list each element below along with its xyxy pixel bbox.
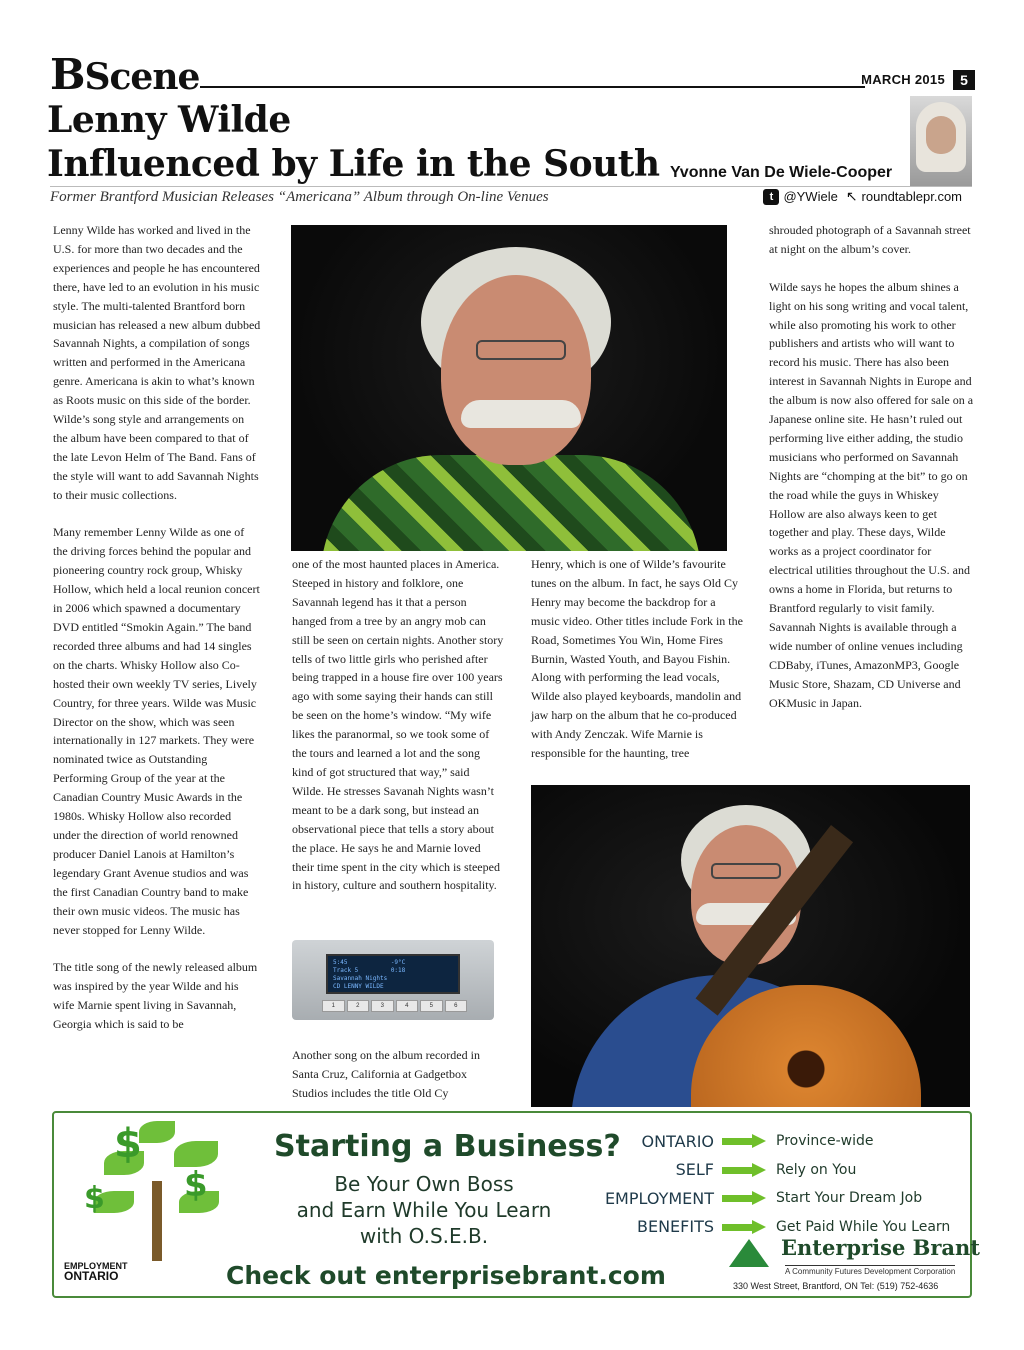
bscene-logo: BScene bbox=[50, 50, 200, 99]
article-column-4 bbox=[769, 221, 974, 731]
article-column-3: Henry, which is one of Wilde’s favourite tunes on the album. In fact, he says Old Cy Henry may become the backdrop for a music video. Other titles include Fork in the Road, Sometimes You Win, Home Fires Burnin, Wasted Youth, and Bayou Fishin. Along with performing the lead vocals, Wilde also played keyboards, mandolin and jaw harp on the album that he co-produced with Andy Zenczak. Wife Marnie is responsible for the haunting, tree bbox=[531, 557, 743, 761]
ad-subheadline: Be Your Own Boss and Earn While You Learn with O.S.E.B. bbox=[296, 1172, 552, 1248]
twitter-handle[interactable]: @YWiele bbox=[783, 189, 838, 204]
article-subhead: Former Brantford Musician Releases “Americana” Album through On-line Venues bbox=[50, 189, 549, 205]
author-photo bbox=[910, 96, 972, 186]
triangle-logo-icon bbox=[729, 1239, 769, 1269]
masthead bbox=[50, 50, 975, 99]
list-item: ONTARIO Province-wide bbox=[641, 1131, 874, 1151]
lenny-wilde-portrait-photo bbox=[291, 225, 727, 551]
car-stereo-photo bbox=[292, 940, 494, 1020]
article-headline: Lenny Wilde Influenced by Life in the South bbox=[47, 99, 660, 185]
list-item: BENEFITS Get Paid While You Learn bbox=[636, 1217, 951, 1237]
issue-date: MARCH 2015 bbox=[861, 72, 945, 87]
paragraph: Lenny Wilde has worked and lived in the U.S. for more than two decades and the experiences and people he has encountered there, have led to an evolution in his music style. The multi-talented Brantford born musician has released a new album dubbed Savannah Nights, a compilation of songs written and performed in the Americana genre. Americana is akin to what’s known as Roots music on this side of the border. Wilde’s song style and arrangements on the album have been compared to that of the late Levon Helm of The Band. Fans of the style will want to add Savannah Nights to their music collections. bbox=[53, 223, 261, 502]
article-column-2-continued: Another song on the album recorded in Santa Cruz, California at Gadgetbox Studios includes the title Old Cy bbox=[292, 1048, 480, 1100]
list-item: EMPLOYMENT Start Your Dream Job bbox=[604, 1188, 923, 1208]
list-item: SELF Rely on You bbox=[675, 1160, 857, 1180]
employment-ontario-logo: EMPLOYMENT ONTARIO bbox=[64, 1261, 128, 1283]
paragraph: shrouded photograph of a Savannah street at night on the album’s cover. bbox=[769, 223, 971, 256]
article-column-2: one of the most haunted places in America. Steeped in history and folklore, one Savannah legend has it that a person hanged from a tree by an angry mob can still be seen on certain nights. Another story tells of two little girls who perished after being trapped in a house fire over 100 years ago with some saying their hands can still be seen on the home’s window. “My wife likes the paranormal, so we took some of the tours and learned a lot and the song kind of got structured that way,” said Wilde. He stresses Savanah Nights wasn’t meant to be a dark song, but instead an observational piece that tells a story about the place. He says he and Marnie loved their time spent in the city which is steeped in history, culture and southern hospitality. bbox=[292, 557, 504, 893]
arrow-right-icon bbox=[722, 1221, 768, 1233]
page-number: 5 bbox=[953, 70, 975, 90]
author-name: Yvonne Van De Wiele-Cooper bbox=[670, 164, 893, 181]
paragraph: Wilde says he hopes the album shines a light on his song writing and vocal talent, while also promoting his work to other publishers and artists who will want to record his music. There has also been interest in Savannah Nights in Europe and the album is now also offered for sale on a Japanese online site. He hasn’t ruled out performing live either adding, the studio musicians who performed on Savannah Nights are “chomping at the bit” to go on the road while the guys in Whiskey Hollow are also always keen to get together and play. These days, Wilde works as a project coordinator for electrical utilities throughout the U.S. and owns a home in Florida, but returns to Brantford regularly to visit family. Savannah Nights is available through a wide number of online venues including CDBaby, iTunes, AmazonMP3, Google Music Store, Shazam, CD Universe and OKMusic in Japan. bbox=[769, 279, 974, 710]
ad-headline: Starting a Business? bbox=[274, 1129, 621, 1164]
author-social bbox=[763, 188, 962, 205]
paragraph: The title song of the newly released album was inspired by the year Wilde and his wife Marnie spent living in Savannah, Georgia which is said to be bbox=[53, 960, 258, 1032]
article-column-1 bbox=[53, 221, 261, 1053]
paragraph: Many remember Lenny Wilde as one of the driving forces behind the popular and pioneering country rock group, Whisky Hollow, which held a local reunion concert in 2006 which spawned a documentary DVD entitled “Smokin Again.” The band recorded three albums and had 14 singles on the charts. Whisky Hollow also Co-hosted their own weekly TV series, Lively Country, for three years. Wilde was Music Director on the show, which was seen internationally in 127 markets. They were nominated twice as Outstanding Performing Group of the year at the Canadian Country Music Awards in the 1980s. Whisky Hollow also recorded under the direction of world renowned producer Daniel Lanois at Hamilton’s legendary Grant Avenue studios and was the first Canadian Country band to make their own music videos. The music has never stopped for Lenny Wilde. bbox=[53, 525, 260, 937]
arrow-right-icon bbox=[722, 1164, 768, 1176]
lenny-wilde-guitar-photo bbox=[531, 785, 970, 1107]
twitter-icon: t bbox=[763, 189, 779, 205]
cursor-click-icon: ↖ bbox=[845, 188, 858, 204]
ad-website-cta[interactable]: Check out enterprisebrant.com bbox=[226, 1261, 666, 1290]
arrow-right-icon bbox=[722, 1135, 768, 1147]
website-link[interactable]: roundtablepr.com bbox=[861, 189, 962, 204]
preset-buttons: 1 2 3 4 5 6 bbox=[322, 1000, 467, 1012]
ad-benefits-list bbox=[594, 1127, 964, 1241]
stereo-screen: 5:45 -9°C Track 5 0:18 Savannah Nights CD LENNY WILDE bbox=[326, 954, 460, 994]
header-rule bbox=[200, 86, 865, 88]
money-tree-icon: $ $ $ bbox=[84, 1121, 234, 1261]
enterprise-brant-ad[interactable]: $ $ $ EMPLOYMENT ONTARIO Starting a Business? Be Your Own Boss and Earn While You Learn with O.S.E.B. Check out enterprisebrant.com ONTARIO Province-wide SELF Rely on You EMPLOYMENT Start Your Dream Job BENEFITS Get Paid While You Learn Enterprise Brant A Community Futures Development Corporation 330 West Street, Brantford, ON Tel: (519) 752-4636 bbox=[52, 1111, 972, 1298]
subhead-rule bbox=[50, 186, 972, 187]
arrow-right-icon bbox=[722, 1192, 768, 1204]
